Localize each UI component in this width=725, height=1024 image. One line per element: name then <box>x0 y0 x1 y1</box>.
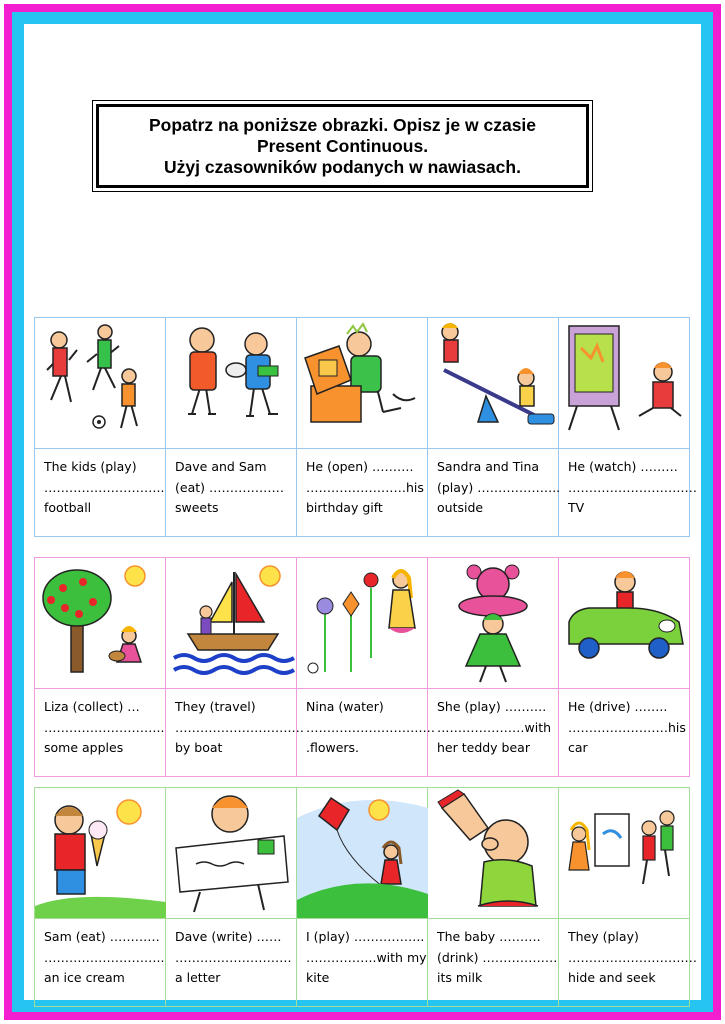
picture-cell <box>297 318 428 449</box>
sentence-gap: ……………………….… <box>568 949 697 965</box>
instruction-line-1: Popatrz na poniższe obrazki. Opisz je w czasie <box>148 114 537 135</box>
sentence-line-3: sweets <box>175 500 219 515</box>
sentence-cell <box>428 919 559 1007</box>
sentence-gap: …………………with <box>437 719 552 735</box>
sentence-line-3: an ice cream <box>44 970 125 985</box>
sentence-line-1: He (open) ………. <box>306 459 414 474</box>
sentence-line-3: a letter <box>175 970 221 985</box>
sentence-cell <box>297 919 428 1007</box>
girl-watering-flowers-illustration <box>297 558 428 688</box>
picture-cell <box>35 788 166 919</box>
sentence-line-1: Dave and Sam <box>175 459 267 474</box>
sentence-line-1: They (travel) <box>175 699 256 714</box>
picture-cell <box>35 318 166 449</box>
girl-picking-apples-illustration <box>35 558 166 688</box>
instruction-line-3: Użyj czasowników podanych w nawiasach. <box>164 156 521 177</box>
sentence-line-1: The kids (play) <box>44 459 137 474</box>
sentence-line-3: her teddy bear <box>437 740 530 755</box>
sentence-line-1: Sandra and Tina <box>437 459 540 474</box>
sentence-gap: ……………………….. <box>44 719 165 735</box>
boy-driving-car-illustration <box>559 558 690 688</box>
sentence-gap: ……………………….. <box>44 949 165 965</box>
sentence-line-3: football <box>44 500 92 515</box>
exercise-row-3 <box>34 787 697 1007</box>
kids-hide-and-seek-illustration <box>559 788 690 918</box>
boy-writing-letter-illustration <box>166 788 297 918</box>
sentence-gap: ……………………….… <box>568 479 697 495</box>
sentence-line-1: Dave (write) …… <box>175 929 282 944</box>
baby-drinking-milk-illustration <box>428 788 559 918</box>
girl-with-teddy-bear-illustration <box>428 558 559 688</box>
sentence-gap: (play) ……………….. <box>437 479 561 495</box>
sentence-cell <box>166 919 297 1007</box>
sentence-line-3: its milk <box>437 970 483 985</box>
sentence-cell <box>35 919 166 1007</box>
picture-cell <box>428 558 559 689</box>
sentence-gap: (eat) ……………… <box>175 479 284 495</box>
picture-cell <box>559 558 690 689</box>
sentence-line-1: He (drive) …….. <box>568 699 668 714</box>
sentence-cell <box>428 449 559 537</box>
picture-cell <box>166 788 297 919</box>
sentence-cell <box>35 449 166 537</box>
sentence-line-3: car <box>568 740 588 755</box>
sentence-cell <box>166 449 297 537</box>
sentence-line-3: outside <box>437 500 484 515</box>
boy-watching-tv-illustration <box>559 318 690 448</box>
sentence-gap: ……………………….. <box>44 479 165 495</box>
sentence-cell <box>559 449 697 537</box>
sentence-cell <box>35 689 166 777</box>
picture-cell <box>559 788 690 919</box>
girls-on-seesaw-illustration <box>428 318 559 448</box>
sentence-gap: ……………………….… <box>306 719 435 735</box>
instruction-line-2: Present Continuous. <box>256 135 429 156</box>
instruction-inner-frame <box>96 104 589 188</box>
sentence-gap: ……………………his <box>306 479 424 495</box>
kids-playing-football-illustration <box>35 318 166 448</box>
sentence-line-3: by boat <box>175 740 223 755</box>
sentence-line-3: some apples <box>44 740 124 755</box>
picture-cell <box>297 788 428 919</box>
picture-cell <box>428 788 559 919</box>
sentence-line-1: Sam (eat) ………… <box>44 929 160 944</box>
family-on-sailboat-illustration <box>166 558 297 688</box>
sentence-cell <box>559 689 690 777</box>
sentence-cell <box>297 689 435 777</box>
girl-flying-kite-illustration <box>297 788 428 918</box>
sentence-line-1: They (play) <box>568 929 639 944</box>
picture-cell <box>35 558 166 689</box>
picture-cell <box>559 318 690 449</box>
instruction-box <box>92 100 593 192</box>
sentence-cell <box>166 689 304 777</box>
sentence-line-3: kite <box>306 970 330 985</box>
boys-eating-sweets-illustration <box>166 318 297 448</box>
exercise-row-1 <box>34 317 697 537</box>
picture-cell <box>297 558 428 689</box>
sentence-line-1: The baby ………. <box>437 929 541 944</box>
sentence-gap: ………………………. <box>175 949 292 965</box>
boy-opening-gift-illustration <box>297 318 428 448</box>
sentence-line-1: She (play) ………. <box>437 699 547 714</box>
sentence-line-1: He (watch) ……… <box>568 459 678 474</box>
sentence-gap: ……………………….… <box>175 719 304 735</box>
sentence-line-3: .flowers. <box>306 740 360 755</box>
sentence-cell <box>559 919 697 1007</box>
sentence-gap: (drink) ……………… <box>437 949 558 965</box>
picture-cell <box>166 558 297 689</box>
sentence-line-1: Nina (water) <box>306 699 384 714</box>
picture-cell <box>428 318 559 449</box>
sentence-line-3: hide and seek <box>568 970 656 985</box>
sentence-cell <box>297 449 428 537</box>
sentence-line-1: Liza (collect) … <box>44 699 140 714</box>
exercise-row-2 <box>34 557 690 777</box>
sentence-gap: ……………..with my <box>306 949 427 965</box>
sentence-line-1: I (play) …………….. <box>306 929 425 944</box>
sentence-gap: ……………………his <box>568 719 686 735</box>
sentence-cell <box>428 689 559 777</box>
picture-cell <box>166 318 297 449</box>
boy-eating-ice-cream-illustration <box>35 788 166 918</box>
sentence-line-3: birthday gift <box>306 500 383 515</box>
sentence-line-3: TV <box>568 500 585 515</box>
